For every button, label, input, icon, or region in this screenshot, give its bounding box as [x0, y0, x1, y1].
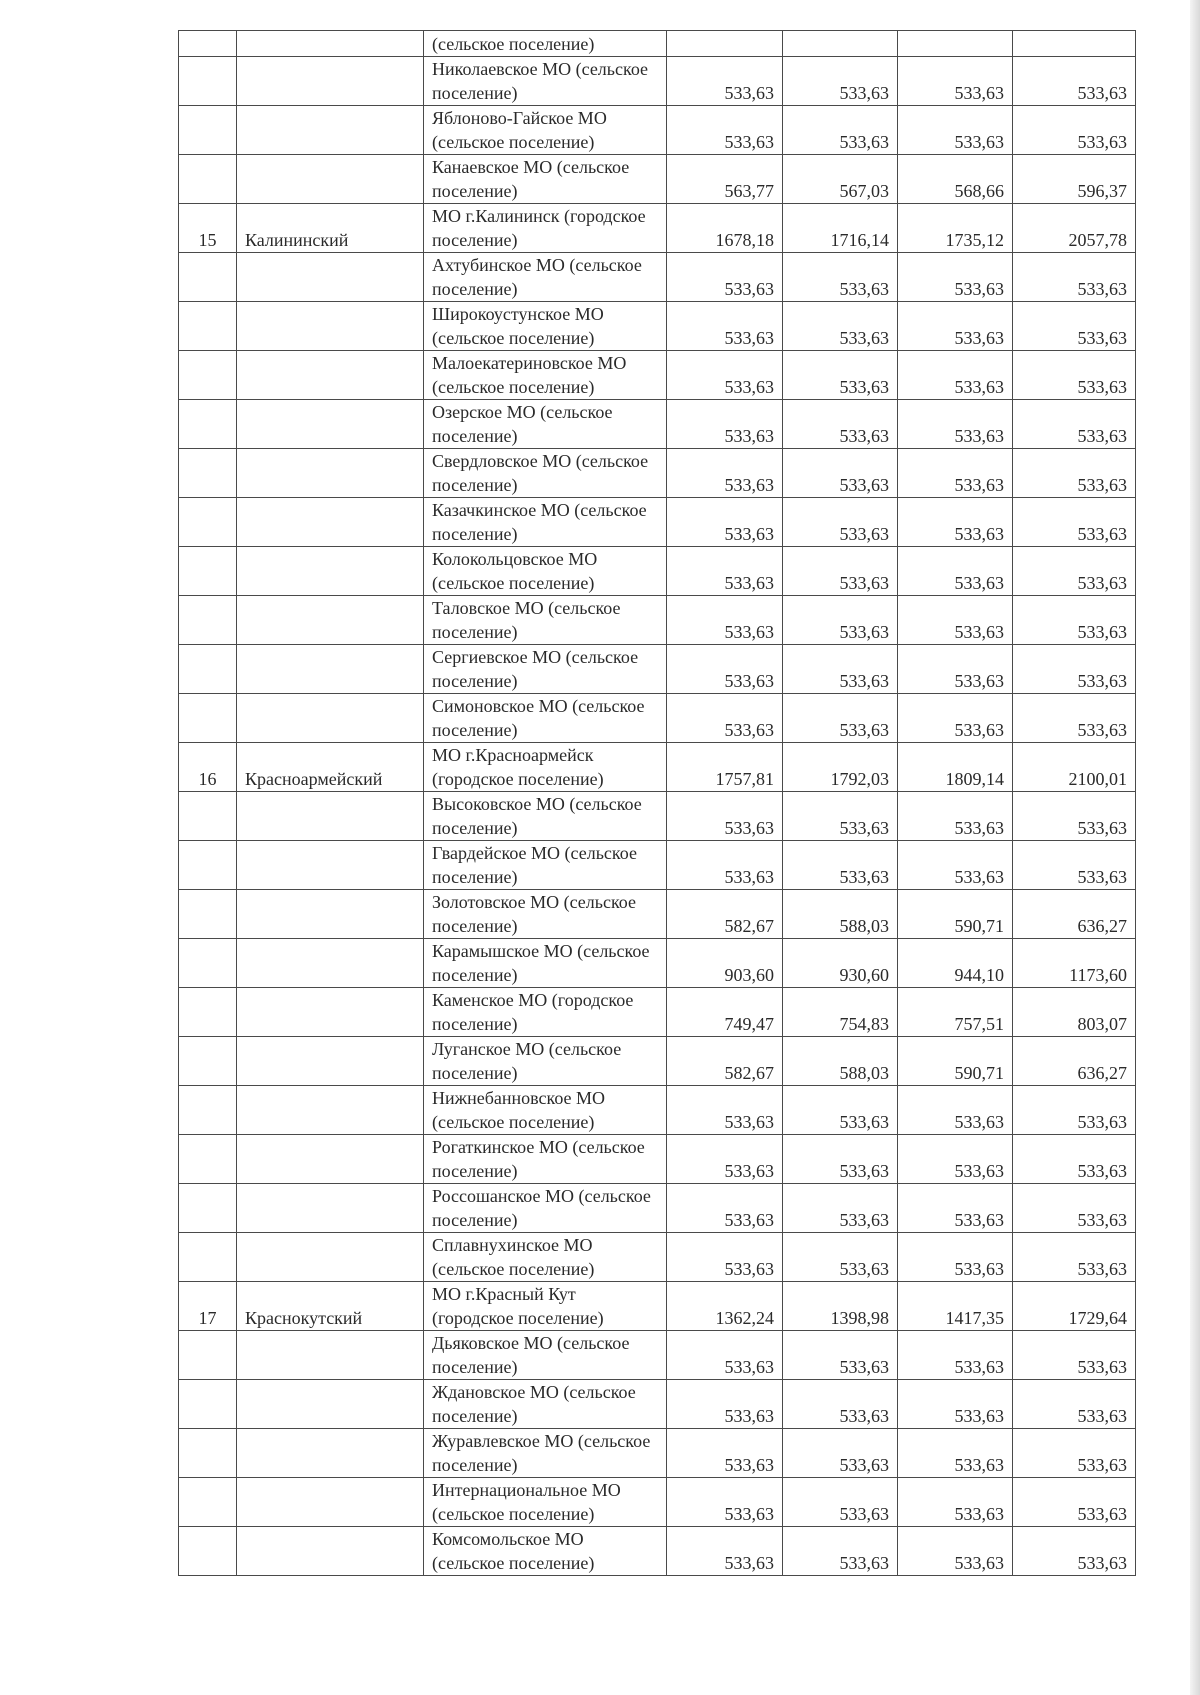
- table-row: [179, 1331, 1136, 1380]
- value-col-4: 533,63: [1013, 841, 1136, 890]
- value-col-2: 533,63: [783, 1380, 898, 1429]
- value-col-4: 533,63: [1013, 498, 1136, 547]
- value-col-1: 533,63: [667, 596, 783, 645]
- table-row: [179, 1037, 1136, 1086]
- value-col-2: 533,63: [783, 1527, 898, 1576]
- value-col-1: 903,60: [667, 939, 783, 988]
- value-col-2: 533,63: [783, 841, 898, 890]
- value-col-2: 533,63: [783, 1429, 898, 1478]
- value-col-1: 1757,81: [667, 743, 783, 792]
- row-number: [179, 547, 237, 596]
- value-col-4: 533,63: [1013, 596, 1136, 645]
- value-col-4: 636,27: [1013, 890, 1136, 939]
- value-col-2: 754,83: [783, 988, 898, 1037]
- value-col-1: 533,63: [667, 547, 783, 596]
- municipality-name: Сергиевское МО (сельское поселение): [424, 645, 667, 694]
- district-name: [237, 449, 424, 498]
- district-name: [237, 792, 424, 841]
- district-name: [237, 57, 424, 106]
- value-col-2: 533,63: [783, 106, 898, 155]
- value-col-3: 533,63: [898, 1429, 1013, 1478]
- value-col-4: 2057,78: [1013, 204, 1136, 253]
- value-col-3: 533,63: [898, 694, 1013, 743]
- district-name: [237, 1184, 424, 1233]
- value-col-2: [783, 31, 898, 57]
- value-col-3: 533,63: [898, 106, 1013, 155]
- value-col-1: 533,63: [667, 1086, 783, 1135]
- value-col-1: 533,63: [667, 1478, 783, 1527]
- row-number: [179, 694, 237, 743]
- value-col-4: 533,63: [1013, 694, 1136, 743]
- municipality-name: Ждановское МО (сельское поселение): [424, 1380, 667, 1429]
- table-row: [179, 841, 1136, 890]
- value-col-3: [898, 31, 1013, 57]
- value-col-3: 533,63: [898, 351, 1013, 400]
- table-row: [179, 743, 1136, 792]
- row-number: [179, 1086, 237, 1135]
- district-name: [237, 400, 424, 449]
- value-col-3: 590,71: [898, 890, 1013, 939]
- value-col-1: 533,63: [667, 498, 783, 547]
- value-col-4: 2100,01: [1013, 743, 1136, 792]
- district-name: [237, 1086, 424, 1135]
- table-row: [179, 1135, 1136, 1184]
- row-number: [179, 596, 237, 645]
- value-col-1: 533,63: [667, 253, 783, 302]
- row-number: [179, 792, 237, 841]
- value-col-1: 533,63: [667, 400, 783, 449]
- table-row: [179, 1429, 1136, 1478]
- municipality-name: Золотовское МО (сельское поселение): [424, 890, 667, 939]
- value-col-2: 533,63: [783, 694, 898, 743]
- row-number: [179, 1184, 237, 1233]
- row-number: [179, 939, 237, 988]
- value-col-3: 533,63: [898, 1233, 1013, 1282]
- district-name: [237, 596, 424, 645]
- municipality-name: Интернациональное МО (сельское поселение): [424, 1478, 667, 1527]
- value-col-4: 533,63: [1013, 253, 1136, 302]
- municipality-name: Сплавнухинское МО (сельское поселение): [424, 1233, 667, 1282]
- value-col-1: 533,63: [667, 1429, 783, 1478]
- value-col-4: 636,27: [1013, 1037, 1136, 1086]
- value-col-2: 567,03: [783, 155, 898, 204]
- value-col-1: 533,63: [667, 1331, 783, 1380]
- municipality-name: Журавлевское МО (сельское поселение): [424, 1429, 667, 1478]
- municipality-name: Таловское МО (сельское поселение): [424, 596, 667, 645]
- value-col-3: 533,63: [898, 1331, 1013, 1380]
- value-col-3: 533,63: [898, 498, 1013, 547]
- row-number: [179, 1135, 237, 1184]
- district-name: [237, 939, 424, 988]
- district-name: [237, 498, 424, 547]
- municipality-name: Высоковское МО (сельское поселение): [424, 792, 667, 841]
- municipality-name: Казачкинское МО (сельское поселение): [424, 498, 667, 547]
- value-col-1: 533,63: [667, 792, 783, 841]
- table-row: [179, 1184, 1136, 1233]
- municipality-name: Луганское МО (сельское поселение): [424, 1037, 667, 1086]
- table-row: [179, 1380, 1136, 1429]
- value-col-3: 533,63: [898, 1135, 1013, 1184]
- value-col-2: 588,03: [783, 890, 898, 939]
- row-number: [179, 351, 237, 400]
- value-col-1: 749,47: [667, 988, 783, 1037]
- municipality-name: Рогаткинское МО (сельское поселение): [424, 1135, 667, 1184]
- value-col-4: 533,63: [1013, 1380, 1136, 1429]
- row-number: [179, 1429, 237, 1478]
- value-col-1: 533,63: [667, 1527, 783, 1576]
- value-col-2: 533,63: [783, 596, 898, 645]
- value-col-3: 590,71: [898, 1037, 1013, 1086]
- value-col-1: 582,67: [667, 890, 783, 939]
- row-number: [179, 253, 237, 302]
- value-col-3: 533,63: [898, 1478, 1013, 1527]
- value-col-4: 533,63: [1013, 57, 1136, 106]
- value-col-3: 533,63: [898, 302, 1013, 351]
- value-col-3: 944,10: [898, 939, 1013, 988]
- table-row: [179, 1282, 1136, 1331]
- row-number: [179, 1380, 237, 1429]
- table-row: [179, 498, 1136, 547]
- value-col-4: 533,63: [1013, 351, 1136, 400]
- municipality-name: МО г.Калининск (городское поселение): [424, 204, 667, 253]
- value-col-4: 533,63: [1013, 1527, 1136, 1576]
- value-col-3: 757,51: [898, 988, 1013, 1037]
- value-col-4: 533,63: [1013, 792, 1136, 841]
- value-col-4: 533,63: [1013, 1086, 1136, 1135]
- row-number: [179, 1233, 237, 1282]
- row-number: [179, 988, 237, 1037]
- scan-page-edge: [1190, 0, 1200, 1695]
- value-col-1: 533,63: [667, 1233, 783, 1282]
- district-name: [237, 106, 424, 155]
- value-col-2: 1716,14: [783, 204, 898, 253]
- value-col-3: 533,63: [898, 253, 1013, 302]
- table-row: [179, 1527, 1136, 1576]
- value-col-2: 533,63: [783, 547, 898, 596]
- table-row: [179, 449, 1136, 498]
- value-col-4: 533,63: [1013, 1233, 1136, 1282]
- value-col-4: 533,63: [1013, 449, 1136, 498]
- value-col-1: 1678,18: [667, 204, 783, 253]
- table-row: [179, 253, 1136, 302]
- row-number: 15: [179, 204, 237, 253]
- row-number: [179, 841, 237, 890]
- municipality-name: Свердловское МО (сельское поселение): [424, 449, 667, 498]
- value-col-2: 533,63: [783, 1233, 898, 1282]
- value-col-1: 582,67: [667, 1037, 783, 1086]
- municipality-name: (сельское поселение): [424, 31, 667, 57]
- municipality-name: Нижнебанновское МО (сельское поселение): [424, 1086, 667, 1135]
- value-col-1: 533,63: [667, 106, 783, 155]
- value-col-1: 1362,24: [667, 1282, 783, 1331]
- value-col-1: 533,63: [667, 351, 783, 400]
- table-row: [179, 596, 1136, 645]
- municipality-name: Комсомольское МО (сельское поселение): [424, 1527, 667, 1576]
- row-number: [179, 1037, 237, 1086]
- row-number: [179, 106, 237, 155]
- value-col-2: 533,63: [783, 302, 898, 351]
- row-number: [179, 1331, 237, 1380]
- row-number: [179, 400, 237, 449]
- table-row: [179, 204, 1136, 253]
- municipality-name: Россошанское МО (сельское поселение): [424, 1184, 667, 1233]
- row-number: [179, 1527, 237, 1576]
- value-col-3: 1735,12: [898, 204, 1013, 253]
- district-name: [237, 1135, 424, 1184]
- district-name: [237, 351, 424, 400]
- value-col-4: 533,63: [1013, 547, 1136, 596]
- table-row: [179, 694, 1136, 743]
- value-col-4: 533,63: [1013, 645, 1136, 694]
- value-col-2: 1792,03: [783, 743, 898, 792]
- value-col-3: 568,66: [898, 155, 1013, 204]
- value-col-4: 803,07: [1013, 988, 1136, 1037]
- district-name: [237, 1478, 424, 1527]
- value-col-1: 533,63: [667, 841, 783, 890]
- value-col-2: 533,63: [783, 1135, 898, 1184]
- table-row: [179, 1086, 1136, 1135]
- value-col-2: 930,60: [783, 939, 898, 988]
- municipality-name: Ахтубинское МО (сельское поселение): [424, 253, 667, 302]
- row-number: [179, 302, 237, 351]
- value-col-3: 533,63: [898, 547, 1013, 596]
- district-name: [237, 1527, 424, 1576]
- value-col-4: 533,63: [1013, 1135, 1136, 1184]
- row-number: [179, 155, 237, 204]
- table-row: [179, 792, 1136, 841]
- municipality-name: Колокольцовское МО (сельское поселение): [424, 547, 667, 596]
- value-col-2: 588,03: [783, 1037, 898, 1086]
- value-col-3: 533,63: [898, 792, 1013, 841]
- table-row: [179, 988, 1136, 1037]
- row-number: [179, 449, 237, 498]
- value-col-2: 533,63: [783, 57, 898, 106]
- value-col-3: 1809,14: [898, 743, 1013, 792]
- value-col-4: 533,63: [1013, 1429, 1136, 1478]
- value-col-2: 533,63: [783, 253, 898, 302]
- value-col-2: 533,63: [783, 449, 898, 498]
- value-col-3: 533,63: [898, 841, 1013, 890]
- table-row: [179, 302, 1136, 351]
- district-name: [237, 155, 424, 204]
- value-col-3: 533,63: [898, 1527, 1013, 1576]
- row-number: 16: [179, 743, 237, 792]
- value-col-2: 533,63: [783, 792, 898, 841]
- row-number: 17: [179, 1282, 237, 1331]
- value-col-1: 533,63: [667, 694, 783, 743]
- district-name: [237, 31, 424, 57]
- municipality-name: Канаевское МО (сельское поселение): [424, 155, 667, 204]
- row-number: [179, 645, 237, 694]
- value-col-4: 533,63: [1013, 400, 1136, 449]
- row-number: [179, 1478, 237, 1527]
- value-col-4: 1173,60: [1013, 939, 1136, 988]
- value-col-4: 533,63: [1013, 1331, 1136, 1380]
- value-col-4: 533,63: [1013, 302, 1136, 351]
- municipality-name: МО г.Красный Кут (городское поселение): [424, 1282, 667, 1331]
- value-col-3: 1417,35: [898, 1282, 1013, 1331]
- value-col-1: 563,77: [667, 155, 783, 204]
- table-row: [179, 106, 1136, 155]
- value-col-1: 533,63: [667, 1135, 783, 1184]
- value-col-1: 533,63: [667, 1184, 783, 1233]
- table-row: [179, 351, 1136, 400]
- value-col-1: 533,63: [667, 57, 783, 106]
- district-name: [237, 694, 424, 743]
- municipality-name: Яблоново-Гайское МО (сельское поселение): [424, 106, 667, 155]
- district-name: [237, 547, 424, 596]
- value-col-2: 533,63: [783, 645, 898, 694]
- district-name: Краснокутский: [237, 1282, 424, 1331]
- value-col-3: 533,63: [898, 596, 1013, 645]
- value-col-1: [667, 31, 783, 57]
- table-row: [179, 57, 1136, 106]
- value-col-2: 533,63: [783, 1331, 898, 1380]
- value-col-4: 596,37: [1013, 155, 1136, 204]
- row-number: [179, 498, 237, 547]
- district-name: [237, 988, 424, 1037]
- district-name: [237, 253, 424, 302]
- value-col-1: 533,63: [667, 302, 783, 351]
- district-name: [237, 1331, 424, 1380]
- municipality-name: Озерское МО (сельское поселение): [424, 400, 667, 449]
- district-name: [237, 1233, 424, 1282]
- municipality-name: МО г.Красноармейск (городское поселение): [424, 743, 667, 792]
- value-col-2: 533,63: [783, 1184, 898, 1233]
- value-col-2: 533,63: [783, 1086, 898, 1135]
- value-col-4: 533,63: [1013, 106, 1136, 155]
- municipality-name: Широкоустунское МО (сельское поселение): [424, 302, 667, 351]
- district-name: [237, 841, 424, 890]
- district-name: [237, 890, 424, 939]
- district-name: Красноармейский: [237, 743, 424, 792]
- value-col-3: 533,63: [898, 1184, 1013, 1233]
- value-col-1: 533,63: [667, 645, 783, 694]
- value-col-3: 533,63: [898, 1086, 1013, 1135]
- district-name: [237, 645, 424, 694]
- table-row: [179, 645, 1136, 694]
- table-body: [179, 31, 1136, 1576]
- value-col-2: 533,63: [783, 498, 898, 547]
- table-row: [179, 1233, 1136, 1282]
- value-col-2: 533,63: [783, 351, 898, 400]
- value-col-2: 1398,98: [783, 1282, 898, 1331]
- table-row: [179, 1478, 1136, 1527]
- value-col-3: 533,63: [898, 449, 1013, 498]
- table-row: [179, 400, 1136, 449]
- value-col-2: 533,63: [783, 1478, 898, 1527]
- municipality-name: Каменское МО (городское поселение): [424, 988, 667, 1037]
- table-row: [179, 890, 1136, 939]
- value-col-3: 533,63: [898, 400, 1013, 449]
- value-col-1: 533,63: [667, 1380, 783, 1429]
- row-number: [179, 890, 237, 939]
- district-name: [237, 1429, 424, 1478]
- municipality-name: Гвардейское МО (сельское поселение): [424, 841, 667, 890]
- value-col-1: 533,63: [667, 449, 783, 498]
- municipality-name: Николаевское МО (сельское поселение): [424, 57, 667, 106]
- row-number: [179, 31, 237, 57]
- district-name: [237, 302, 424, 351]
- value-col-3: 533,63: [898, 645, 1013, 694]
- tariff-table: [178, 30, 1136, 1576]
- table-row: [179, 939, 1136, 988]
- value-col-4: [1013, 31, 1136, 57]
- value-col-4: 1729,64: [1013, 1282, 1136, 1331]
- table-row: [179, 547, 1136, 596]
- municipality-name: Дьяковское МО (сельское поселение): [424, 1331, 667, 1380]
- value-col-4: 533,63: [1013, 1478, 1136, 1527]
- row-number: [179, 57, 237, 106]
- district-name: [237, 1037, 424, 1086]
- municipality-name: Карамышское МО (сельское поселение): [424, 939, 667, 988]
- table-row: [179, 155, 1136, 204]
- value-col-3: 533,63: [898, 1380, 1013, 1429]
- district-name: Калининский: [237, 204, 424, 253]
- value-col-2: 533,63: [783, 400, 898, 449]
- municipality-name: Симоновское МО (сельское поселение): [424, 694, 667, 743]
- value-col-4: 533,63: [1013, 1184, 1136, 1233]
- district-name: [237, 1380, 424, 1429]
- municipality-name: Малоекатериновское МО (сельское поселение): [424, 351, 667, 400]
- table-row: [179, 31, 1136, 57]
- value-col-3: 533,63: [898, 57, 1013, 106]
